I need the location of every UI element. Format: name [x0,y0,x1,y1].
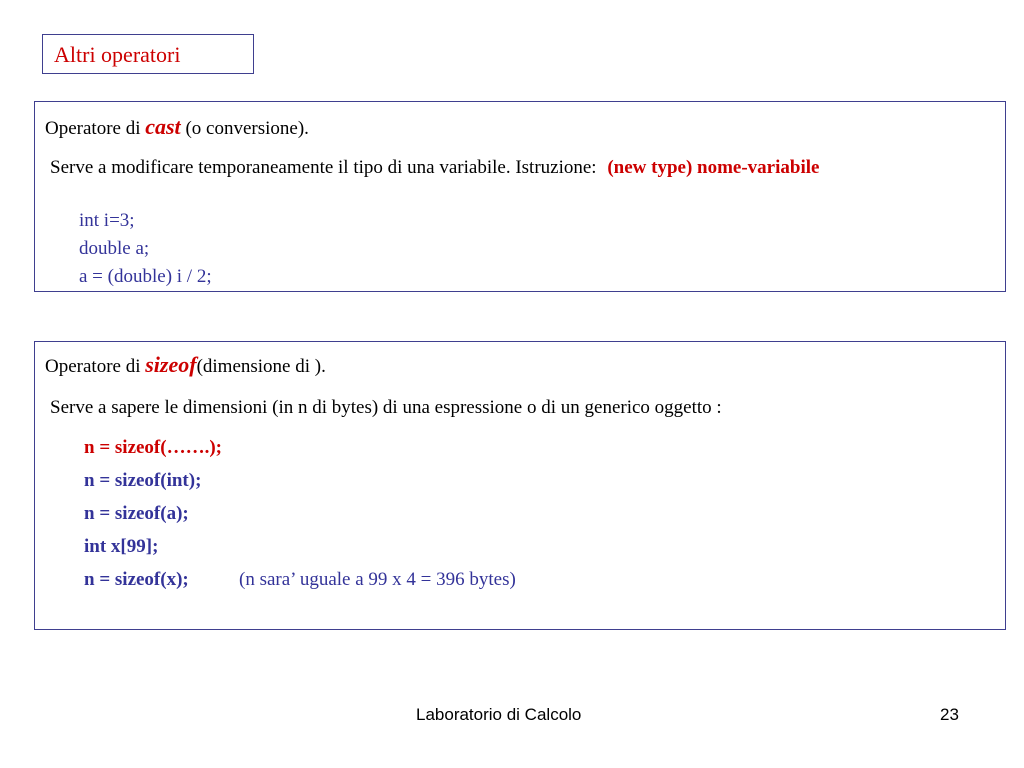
sizeof-operator-panel [34,341,1006,630]
cast-description-line [50,156,819,180]
cast-code-line: double a; [79,238,150,259]
cast-syntax: (new type) nome-variabile [607,157,820,178]
sizeof-note: (n sara’ uguale a 99 x 4 = 396 bytes) [239,569,516,590]
slide-title [42,34,254,74]
cast-heading [45,115,309,141]
cast-description: Serve a modificare temporaneamente il tipo di una variabile. Istruzione: [50,157,597,178]
sizeof-code-line: n = sizeof(int); [84,470,202,491]
sizeof-description: Serve a sapere le dimensioni (in n di bytes) di una espressione o di un generico oggetto : [50,397,722,418]
cast-operator-panel [34,101,1006,292]
cast-keyword: cast [145,114,181,139]
sizeof-code-line: n = sizeof(a); [84,503,189,524]
sizeof-code-line: int x[99]; [84,536,159,557]
footer-course: Laboratorio di Calcolo [416,705,582,724]
cast-heading-suffix: (o conversione). [185,118,309,139]
cast-code-line: a = (double) i / 2; [79,266,212,287]
sizeof-heading [45,353,326,379]
cast-heading-prefix: Operatore di [45,118,141,139]
sizeof-code-line: n = sizeof(x); [84,569,189,590]
page-number: 23 [940,705,959,724]
sizeof-code-line: n = sizeof(…….); [84,437,222,458]
sizeof-keyword: sizeof [145,352,197,377]
sizeof-heading-prefix: Operatore di [45,356,141,377]
cast-code-line: int i=3; [79,210,135,231]
slide-title-text: Altri operatori [54,42,181,67]
sizeof-heading-suffix: (dimensione di ). [196,356,326,377]
